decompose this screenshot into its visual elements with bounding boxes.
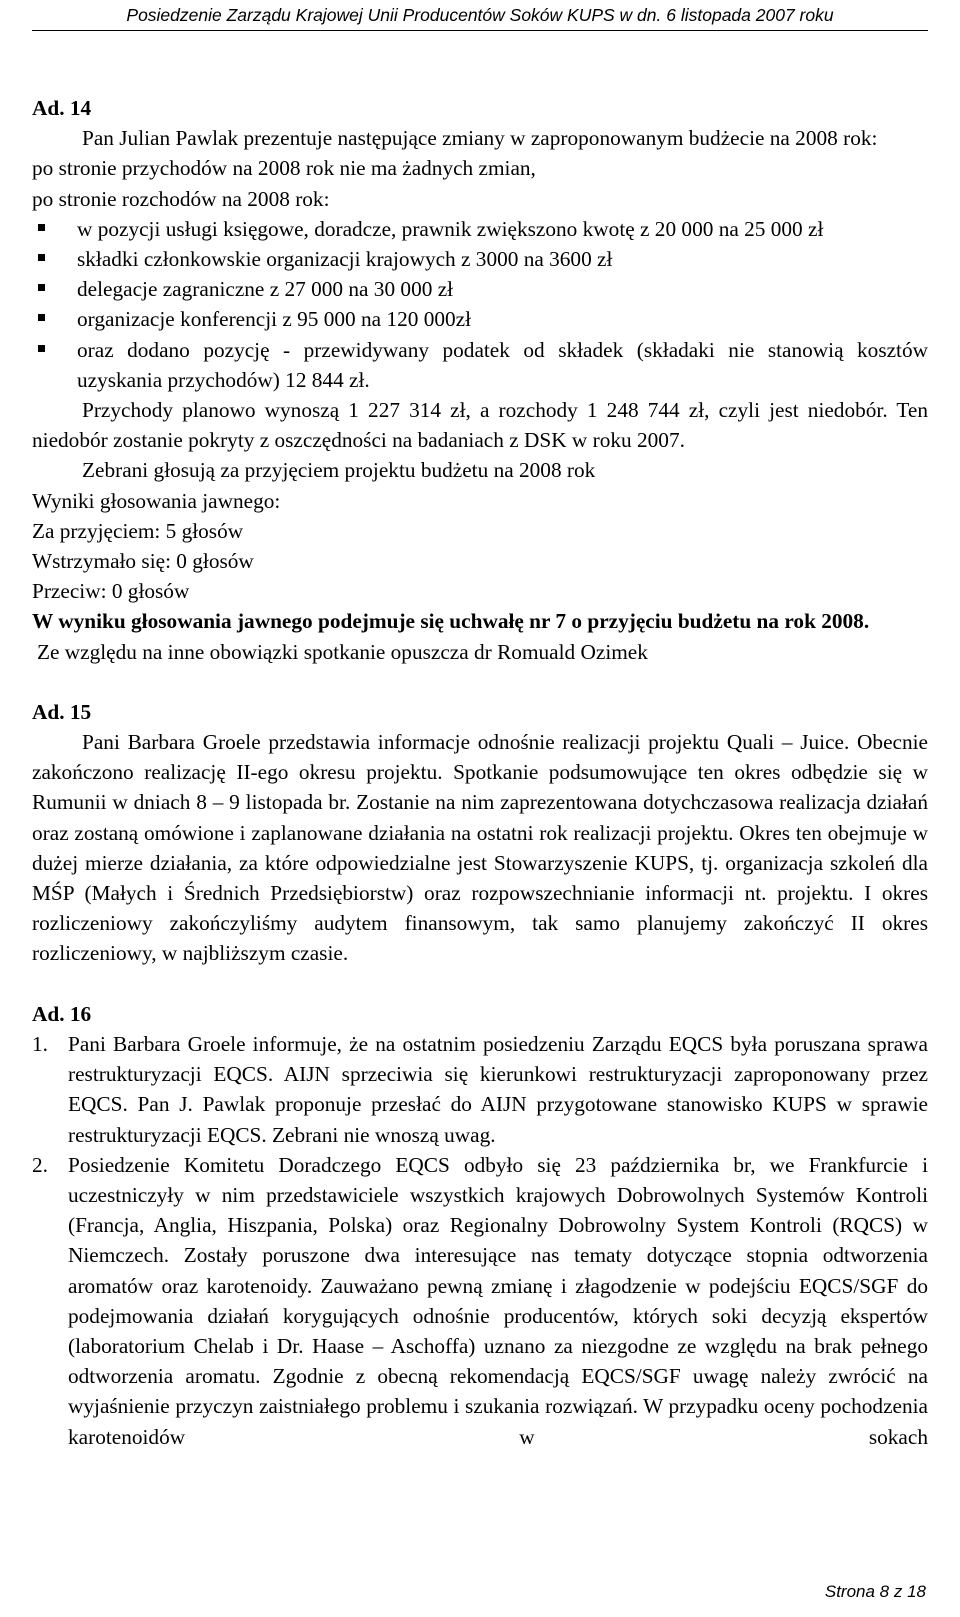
square-bullet-icon [38,224,45,231]
budget-change-list [32,214,928,395]
list-item-text: organizacje konferencji z 95 000 na 120 000zł [77,307,472,332]
list-item [32,1150,928,1452]
ad14-expense-line: po stronie rozchodów na 2008 rok: [32,186,330,211]
section-spacer [32,667,928,697]
ad14-resolution: W wyniku głosowania jawnego podejmuje się uchwałę nr 7 o przyjęciu budżetu na rok 2008. [32,609,870,634]
list-item-text: składki członkowskie organizacji krajowych z 3000 na 3600 zł [77,247,613,272]
ad14-vote-intro: Zebrani głosują za przyjęciem projektu budżetu na 2008 rok [82,458,596,483]
square-bullet-icon [38,345,45,352]
ad16-numbered-list [32,1029,928,1452]
ad14-vote-for: Za przyjęciem: 5 głosów [32,518,244,543]
ad14-vote-results-label: Wyniki głosowania jawnego: [32,488,281,513]
ad14-income-line: po stronie przychodów na 2008 rok nie ma żadnych zmian, [32,156,536,181]
list-item-number: 2. [32,1152,48,1177]
list-item-text: delegacje zagraniczne z 27 000 na 30 000 zł [77,277,454,302]
list-item [32,214,928,244]
ad14-vote-against: Przeciw: 0 głosów [32,579,190,604]
section-heading-ad16: Ad. 16 [32,1001,92,1026]
square-bullet-icon [38,284,45,291]
header-rule [32,30,928,31]
list-item-text: w pozycji usługi księgowe, doradcze, prawnik zwiększono kwotę z 20 000 na 25 000 zł [77,216,824,241]
ad14-intro: Pan Julian Pawlak prezentuje następujące zmiany w zaproponowanym budżecie na 2008 rok: [82,126,878,151]
section-heading-ad15: Ad. 15 [32,699,92,724]
list-item [32,335,928,395]
square-bullet-icon [38,314,45,321]
list-item [32,274,928,304]
ad14-summary: Przychody planowo wynoszą 1 227 314 zł, a rozchody 1 248 744 zł, czyli jest niedobór. Ten niedobór zostanie pokryty z oszczędności na badaniach z DSK w roku 2007. [32,398,928,453]
ad15-text: Pani Barbara Groele przedstawia informacje odnośnie realizacji projektu Quali – Juice. Obecnie zakończono realizację II-ego okresu projektu. Spotkanie podsumowujące ten okres odbędzie się w Rumunii w dniach 8 – 9 listopada br. Zostanie na nim zaprezentowana dotychczasowa realizacja działań oraz zostaną omówione i zaplanowane działania na ostatni rok realizacji projektu. Okres ten obejmuje w dużej mierze działania, za które odpowiedzialne jest Stowarzyszenie KUPS, tj. organizacja szkoleń dla MŚP (Małych i Średnich Przedsiębiorstw) oraz rozpowszechnianie informacji nt. projektu. I okres rozliczeniowy zakończyliśmy audytem finansowym, tak samo planujemy zakończyć II okres rozliczeniowy, w najbliższym czasie. [32,730,928,966]
ad14-departure: Ze względu na inne obowiązki spotkanie opuszcza dr Romuald Ozimek [37,639,648,664]
list-item [32,304,928,334]
page-number: Strona 8 z 18 [824,1582,926,1601]
square-bullet-icon [38,254,45,261]
list-item-text: oraz dodano pozycję - przewidywany podatek od składek (składaki nie stanowią kosztów uzyskania przychodów) 12 844 zł. [77,337,928,392]
section-spacer [32,969,928,999]
page-header: Posiedzenie Zarządu Krajowej Unii Producentów Soków KUPS w dn. 6 listopada 2007 roku [126,5,834,25]
ad14-vote-abstain: Wstrzymało się: 0 głosów [32,549,254,574]
list-item [32,244,928,274]
document-body [32,93,928,1452]
list-item-number: 1. [32,1031,48,1056]
list-item-text: Pani Barbara Groele informuje, że na ostatnim posiedzeniu Zarządu EQCS była poruszana sprawa restrukturyzacji EQCS. AIJN sprzeciwia się kierunkowi restrukturyzacji zaproponowany przez EQCS. Pan J. Pawlak proponuje przesłać do AIJN przygotowane stanowisko KUPS w sprawie restrukturyzacji EQCS. Zebrani nie wnoszą uwag. [68,1031,928,1147]
list-item-text: Posiedzenie Komitetu Doradczego EQCS odbyło się 23 października br, we Frankfurcie i uczestniczyły w nim przedstawiciele wszystkich krajowych Dobrowolnych Systemów Kontroli (Francja, Anglia, Hiszpania, Polska) oraz Regionalny Dobrowolny System Kontroli (RQCS) w Niemczech. Zostały poruszone dwa interesujące nas tematy dotyczące stopnia odtworzenia aromatów oraz karotenoidy. Zauważano pewną zmianę i złagodzenie w podejściu EQCS/SGF do podejmowania działań korygujących odnośnie producentów, których soki decyzją ekspertów (laboratorium Chelab i Dr. Haase – Aschoffa) uznano za niezgodne ze względu na brak pełnego odtworzenia aromatu. Zgodnie z obecną rekomendacją EQCS/SGF uwagę należy zwrócić na wyjaśnienie przyczyn zaistniałego problemu i szukania rozwiązań. W przypadku oceny pochodzenia karotenoidów w sokach [68,1152,928,1449]
list-item [32,1029,928,1150]
section-heading-ad14: Ad. 14 [32,96,92,120]
